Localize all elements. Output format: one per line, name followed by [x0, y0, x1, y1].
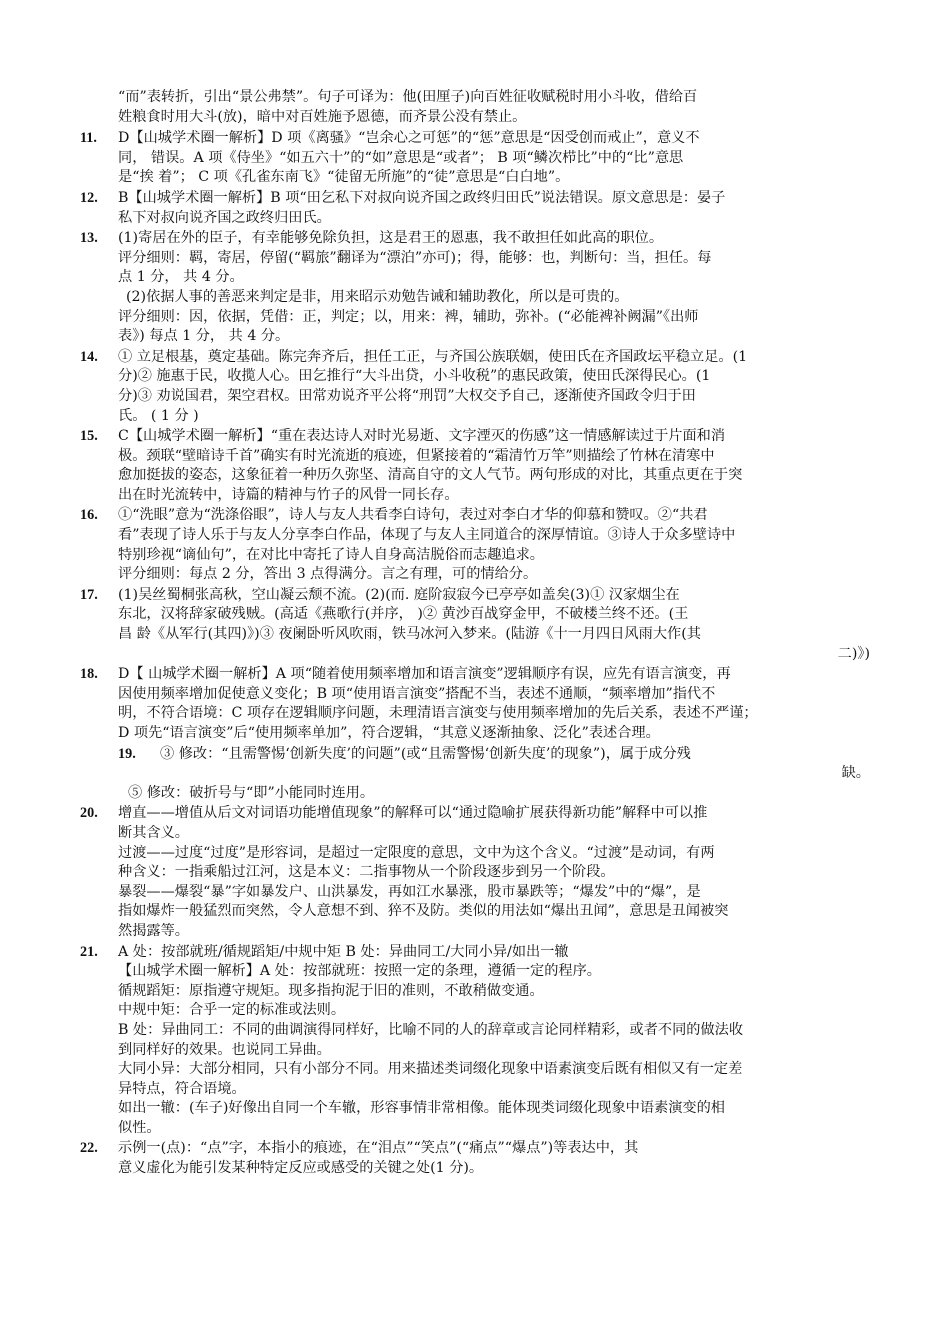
question-14 — [80, 348, 870, 426]
answer-line: 出在时光流转中，诗篇的精神与竹子的风骨一同长存。 — [118, 486, 459, 503]
question-13 — [80, 229, 870, 347]
answer-line: 如出一辙：(车子)好像出自同一个车辙，形容事情非常相像。能体现类词缀化现象中语素演变的相 — [118, 1100, 725, 1117]
answer-line: 指如爆炸一般猛烈而突然，令人意想不到、猝不及防。类似的用法如“爆出丑闻”，意思是丑闻被突 — [118, 903, 729, 920]
answer-line: 过渡——过度“过度”是形容词，是超过一定限度的意思，文中为这个含义。“过渡”是动词，有两 — [118, 844, 715, 861]
answer-line: 私下对叔向说齐国之政终归田氏。 — [118, 209, 331, 226]
answer-line: B【山城学术圈一解析】B 项“田乞私下对叔向说齐国之政终归田氏”说法错误。原文意思是：晏子 — [118, 189, 726, 206]
answer-line: 然揭露等。 — [118, 922, 189, 939]
answer-line: 缺。 — [841, 765, 870, 782]
answer-line: 明，不符合语境：C 项存在逻辑顺序问题，未理清语言演变与使用频率增加的先后关系，表述不严谨； — [118, 705, 758, 722]
question-number: 14. — [80, 348, 98, 365]
answer-line: ①“洗眼”意为“洗涤俗眼”，诗人与友人共看李白诗句，表过对李白才华的仰慕和赞叹。②“共君 — [118, 507, 708, 524]
answer-line: 异特点，符合语境。 — [118, 1080, 246, 1097]
answer-line: 增直——增值从后文对词语功能增值现象”的解释可以“通过隐喻扩展获得新功能”解释中可以推 — [118, 805, 708, 822]
scoring-rule: 评分细则：因，依据，凭借：正，判定；以，用来：裨，辅助，弥补。(“必能裨补阙漏”《出师 — [118, 308, 699, 325]
answer-line: ① 立足根基，奠定基础。陈完奔齐后，担任工正，与齐国公族联姻，使田氏在齐国政坛平稳立足。(1 — [118, 348, 748, 365]
question-21 — [80, 943, 870, 1139]
question-number: 16. — [80, 507, 98, 524]
question-number: 11. — [80, 130, 97, 147]
answer-line: C【山城学术圈一解析】“重在表达诗人对时光易逝、文字湮灭的伤感”这一情感解读过于片面和消 — [118, 428, 726, 445]
question-18 — [80, 665, 870, 743]
answer-line: (2)依据人事的善恶来判定是非，用来昭示劝勉告诫和辅助教化，所以是可贵的。 — [126, 288, 629, 305]
answer-line: 循规蹈矩：原指遵守规矩。现多指拘泥于旧的准则，不敢稍做变通。 — [118, 982, 544, 999]
answer-line: B 处：异曲同工：不同的曲调演得同样好，比喻不同的人的辞章或言论同样精彩，或者不同的做法收 — [118, 1021, 744, 1038]
question-12 — [80, 189, 870, 228]
answer-line: 示例一(点)：“点”字，本指小的痕迹，在“泪点”“笑点”(“痛点”“爆点”)等表达中，其 — [118, 1140, 639, 1157]
answer-line: 看”表现了诗人乐于与友人分享李白作品，体现了与友人主同道合的深厚情谊。③诗人于众多壁诗中 — [118, 527, 736, 544]
answer-line: 【山城学术圈一解析】A 处：按部就班：按照一定的条理，遵循一定的程序。 — [118, 963, 601, 980]
answer-line: ⑤ 修改：破折号与“即”小能同时连用。 — [128, 784, 375, 801]
question-22 — [80, 1139, 870, 1178]
answer-line: 似性。 — [118, 1119, 161, 1136]
answer-line: ③ 修改：“且需警惕‘创新失度’的问题”(或“且需警惕‘创新失度’的现象”)，属于成分残 — [160, 745, 691, 762]
intro-line: “而”表转折，引出“景公弗禁”。句子可译为：他(田厘子)向百姓征收赋税时用小斗收，借给百 — [118, 89, 698, 105]
intro-paragraph — [80, 88, 870, 127]
question-19 — [80, 745, 870, 784]
question-number: 17. — [80, 586, 98, 603]
scoring-rule: 表》) 每点 1 分， 共 4 分。 — [118, 328, 290, 345]
answer-line: 特别珍视“谪仙句”，在对比中寄托了诗人自身高洁脱俗而志趣追求。 — [118, 546, 544, 563]
question-number: 18. — [80, 666, 98, 683]
question-number: 20. — [80, 805, 98, 822]
answer-line: 分)③ 劝说国君，架空君权。田常劝说齐平公将“刑罚”大权交予自己，逐渐使齐国政令归于田 — [118, 387, 696, 404]
answer-line: D【山城学术圈一解析】D 项《离骚》“岂余心之可惩”的“惩”意思是“因受创而戒止”，意义不 — [118, 130, 700, 147]
answer-line: D 项先“语言演变”后“使用频率单加”，符合逻辑，“其意义逐渐抽象、泛化”表述合理。 — [118, 725, 660, 741]
answer-line: 氏。 ( 1 分 ) — [118, 407, 199, 424]
question-17 — [80, 586, 870, 664]
scoring-rule: 评分细则：羁，寄居，停留(“羁旅”翻译为“漂泊”亦可)；得，能够：也，判断句：当，担任。每 — [118, 249, 712, 266]
question-number: 21. — [80, 943, 98, 960]
answer-line: 暴裂——爆裂“暴”字如暴发户、山洪暴发，再如江水暴涨，股市暴跌等；“爆发”中的“爆”，是 — [118, 883, 701, 900]
question-number: 15. — [80, 428, 98, 445]
answer-line: 中规中矩：合乎一定的标准或法则。 — [118, 1002, 346, 1019]
question-19-revision-5 — [80, 784, 870, 804]
answer-line: 是“挨 着”； C 项《孔雀东南飞》“徒留无所施”的“徒”意思是“白白地”。 — [118, 169, 570, 186]
answer-line: 因使用频率增加促使意义变化；B 项“使用语言演变”搭配不当，表述不通顺，“频率增加”指代不 — [118, 685, 716, 702]
answer-line: 极。颈联“壁暗诗千首”确实有时光流逝的痕迹，但紧接着的“霜清竹万竿”则描绘了竹林在清寒中 — [118, 447, 715, 464]
answer-line: 到同样好的效果。也说同工异曲。 — [118, 1041, 331, 1058]
answer-line: 大同小异：大部分相同，只有小部分不同。用来描述类词缀化现象中语素演变后既有相似又有一定差 — [118, 1061, 743, 1078]
question-11 — [80, 129, 870, 188]
answer-line: (1)吴丝蜀桐张高秋，空山凝云颓不流。(2)(而. 庭阶寂寂今已亭亭如盖矣(3)① 汉家烟尘在 — [118, 586, 680, 603]
answer-line: A 处：按部就班/循规蹈矩/中规中矩 B 处：异曲同工/大同小异/如出一辙 — [118, 943, 569, 960]
question-16 — [80, 506, 870, 584]
answer-line: 断其含义。 — [118, 824, 189, 841]
answer-line: 分)② 施惠于民，收揽人心。田乞推行“大斗出贷，小斗收税”的惠民政策，使田氏深得民心。(1 — [118, 368, 711, 385]
question-number: 22. — [80, 1140, 98, 1157]
scoring-rule: 评分细则：每点 2 分，答出 3 点得满分。言之有理，可的情给分。 — [118, 566, 538, 583]
answer-line: 东北，汉将辞家破残贼。(高适《燕歌行(并序， )② 黄沙百战穿金甲，不破楼兰终不还。(王 — [118, 606, 689, 623]
answer-line: 二)》) — [837, 645, 870, 662]
answer-line: (1)寄居在外的臣子，有幸能够免除负担，这是君王的恩惠，我不敢担任如此高的职位。 — [118, 230, 664, 247]
question-20 — [80, 804, 870, 941]
question-number: 19. — [118, 745, 136, 762]
answer-line: 种含义：一指乘船过江河，这是本义：二指事物从一个阶段逐步到另一个阶段。 — [118, 864, 615, 881]
question-number: 12. — [80, 189, 98, 206]
answer-line: 愈加挺拔的姿态，这象征着一种历久弥坚、清高自守的文人气节。两句形成的对比，其重点更在于突 — [118, 467, 743, 484]
answer-document — [80, 88, 870, 1180]
intro-line: 姓粮食时用大斗(放)，暗中对百姓施予恩德，而齐景公没有禁止。 — [118, 108, 527, 125]
answer-line: 同， 错误。A 项《侍坐》“如五六十”的“如”意思是“或者”； B 项“鳞次栉比”中的“比”意思 — [118, 149, 684, 166]
question-15 — [80, 427, 870, 505]
scoring-rule: 点 1 分， 共 4 分。 — [118, 269, 244, 286]
answer-line: 意义虚化为能引发某种特定反应或感受的关键之处(1 分)。 — [118, 1160, 484, 1177]
answer-line: 昌 龄《从军行(其四)》)③ 夜阑卧听风吹雨，铁马冰河入梦来。(陆游《十一月四日风雨大作(其 — [118, 626, 701, 643]
question-number: 13. — [80, 230, 98, 247]
answer-line: D【 山城学术圈一解析】A 项“随着使用频率增加和语言演变”逻辑顺序有误，应先有语言演变，再 — [118, 666, 731, 683]
